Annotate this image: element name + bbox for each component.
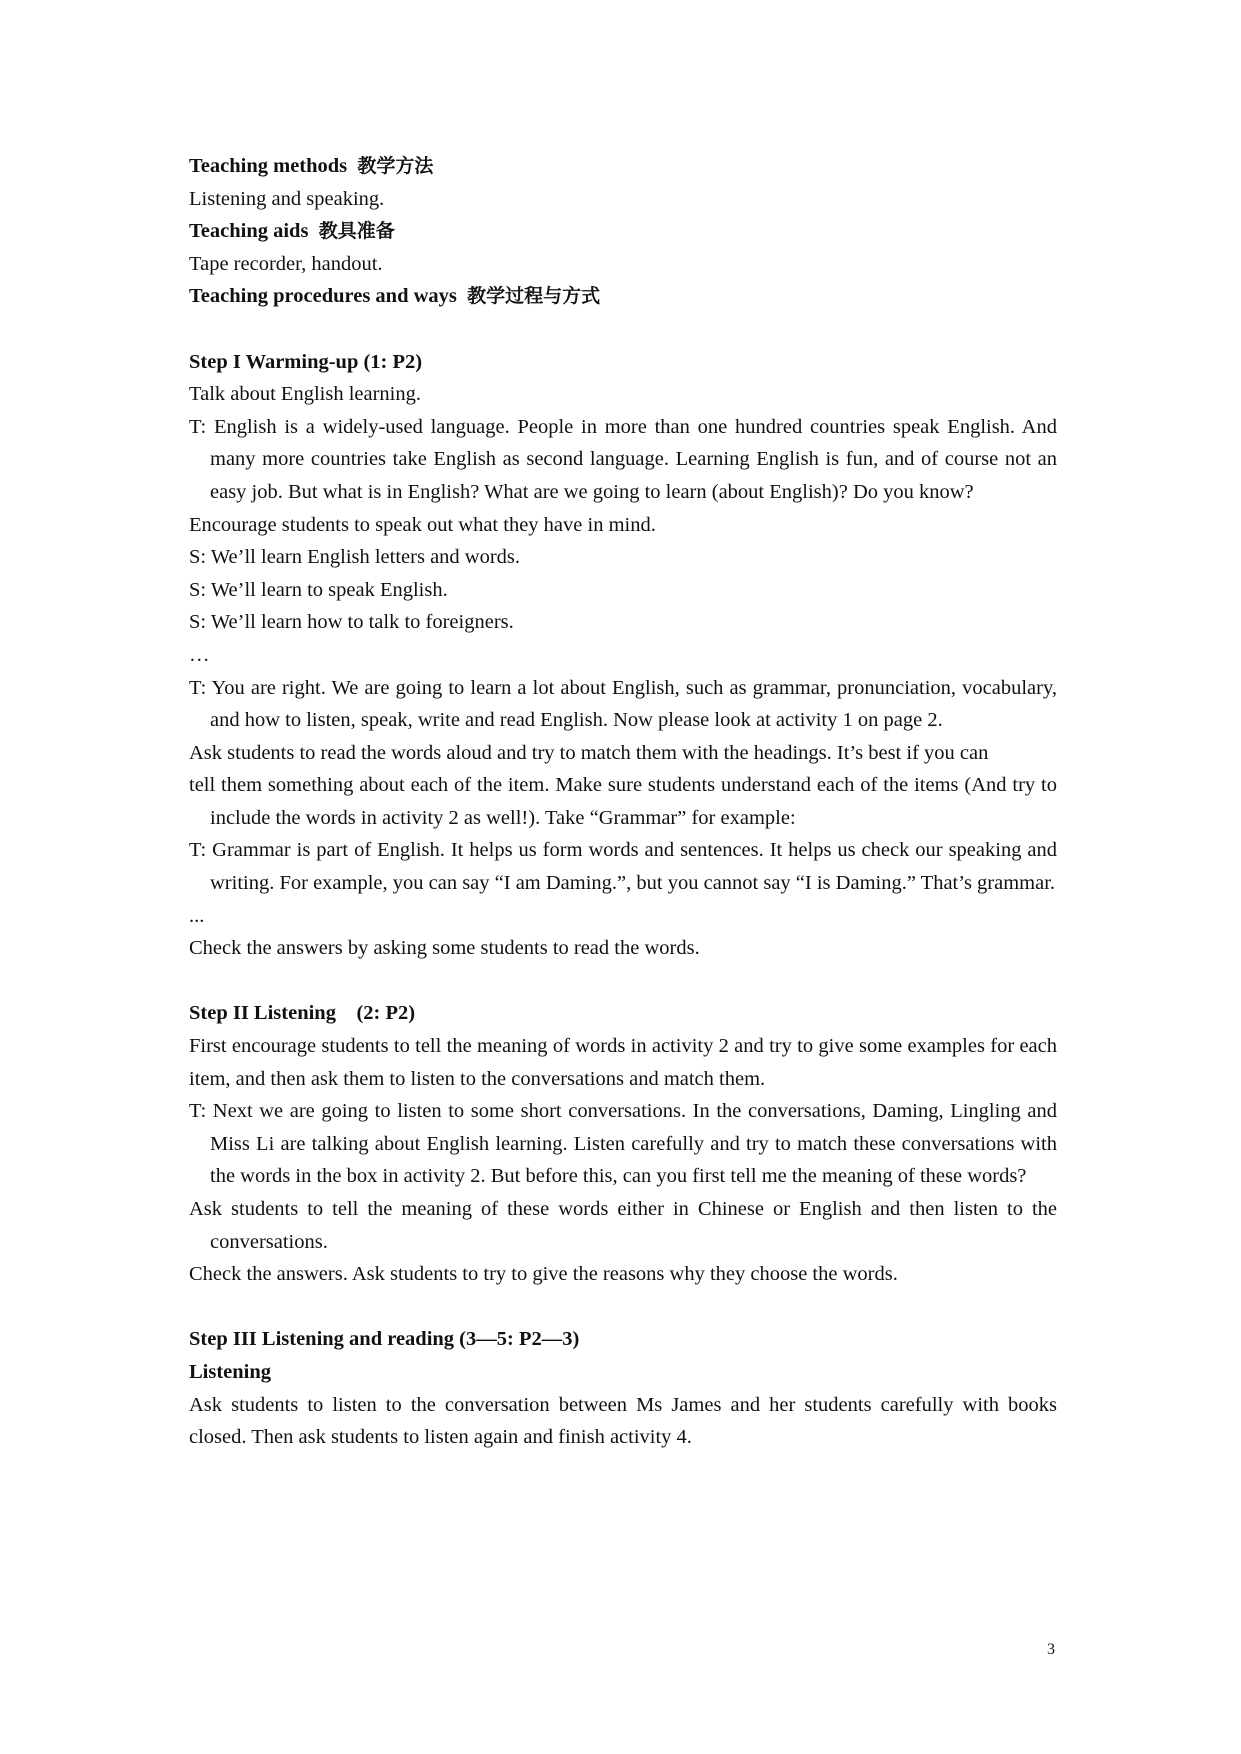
teaching-aids-heading	[189, 215, 1057, 248]
teaching-methods-title: Teaching methods	[189, 155, 348, 177]
teaching-aids-title: Teaching aids	[189, 220, 309, 243]
ellipsis: ...	[189, 904, 205, 927]
step2-teacher-line: T: Next we are going to listen to some short conversations. In the conversations, Daming, Lingling and Miss Li are talking about English learning. Listen carefully and try to match these conversations with the words in the box in activity 2. But before this, can you first tell me the meaning of these words?	[189, 1100, 1057, 1188]
teaching-procedures-title: Teaching procedures and ways	[189, 285, 457, 308]
step2-heading: Step II Listening (2: P2)	[189, 1002, 416, 1025]
step3-paragraph: Ask students to listen to the conversation between Ms James and her students carefully with books closed. Then ask students to listen again and finish activity 4.	[189, 1393, 1057, 1449]
step1-student-line: S: We’ll learn how to talk to foreigners.	[189, 611, 514, 634]
step1-teacher-line: T: English is a widely-used language. People in more than one hundred countries speak English. And many more countries take English as second language. Learning English is fun, and of course not an easy job. But what is in English? What are we going to learn (about English)? Do you know?	[189, 415, 1057, 503]
teaching-methods-cn: 教学方法	[357, 155, 434, 177]
step3-subheading: Listening	[189, 1360, 272, 1383]
lesson-plan-body	[189, 150, 1057, 1454]
teaching-procedures-heading	[189, 280, 1057, 313]
step1-paragraph: Check the answers by asking some students to read the words.	[189, 937, 700, 960]
step1-student-line: S: We’ll learn to speak English.	[189, 578, 448, 601]
step1-paragraph: tell them something about each of the item. Make sure students understand each of the items (And try to include the words in activity 2 as well!). Take “Grammar” for example:	[189, 774, 1057, 829]
step2-paragraph: First encourage students to tell the meaning of words in activity 2 and try to give some examples for each item, and then ask them to listen to the conversations and match them.	[189, 1035, 1057, 1090]
teaching-aids-text: Tape recorder, handout.	[189, 252, 383, 275]
spacer	[189, 1291, 1057, 1324]
teaching-aids-cn: 教具准备	[318, 220, 395, 243]
step2-paragraph: Ask students to tell the meaning of these words either in Chinese or English and then listen to the conversations.	[189, 1198, 1057, 1253]
page-number: 3	[1047, 1641, 1055, 1658]
spacer	[189, 313, 1057, 346]
step3-heading: Step III Listening and reading (3—5: P2—3)	[189, 1328, 580, 1351]
step1-paragraph: Encourage students to speak out what they have in mind.	[189, 513, 656, 536]
step1-heading: Step I Warming-up (1: P2)	[189, 350, 423, 373]
teaching-procedures-cn: 教学过程与方式	[467, 285, 601, 308]
spacer	[189, 965, 1057, 998]
step1-student-line: S: We’ll learn English letters and words.	[189, 546, 521, 569]
teaching-methods-text: Listening and speaking.	[189, 187, 385, 210]
teaching-methods-heading	[189, 150, 1057, 183]
step2-paragraph: Check the answers. Ask students to try to give the reasons why they choose the words.	[189, 1263, 898, 1286]
step1-paragraph: Ask students to read the words aloud and try to match them with the headings. It’s best if you can	[189, 741, 989, 764]
step1-paragraph: Talk about English learning.	[189, 383, 421, 406]
ellipsis: …	[189, 643, 210, 666]
step1-teacher-line: T: You are right. We are going to learn a lot about English, such as grammar, pronunciation, vocabulary, and how to listen, speak, write and read English. Now please look at activity 1 on page 2.	[189, 676, 1057, 732]
step1-teacher-line: T: Grammar is part of English. It helps us form words and sentences. It helps us check our speaking and writing. For example, you can say “I am Daming.”, but you cannot say “I is Daming.” That’s grammar.	[189, 839, 1057, 895]
